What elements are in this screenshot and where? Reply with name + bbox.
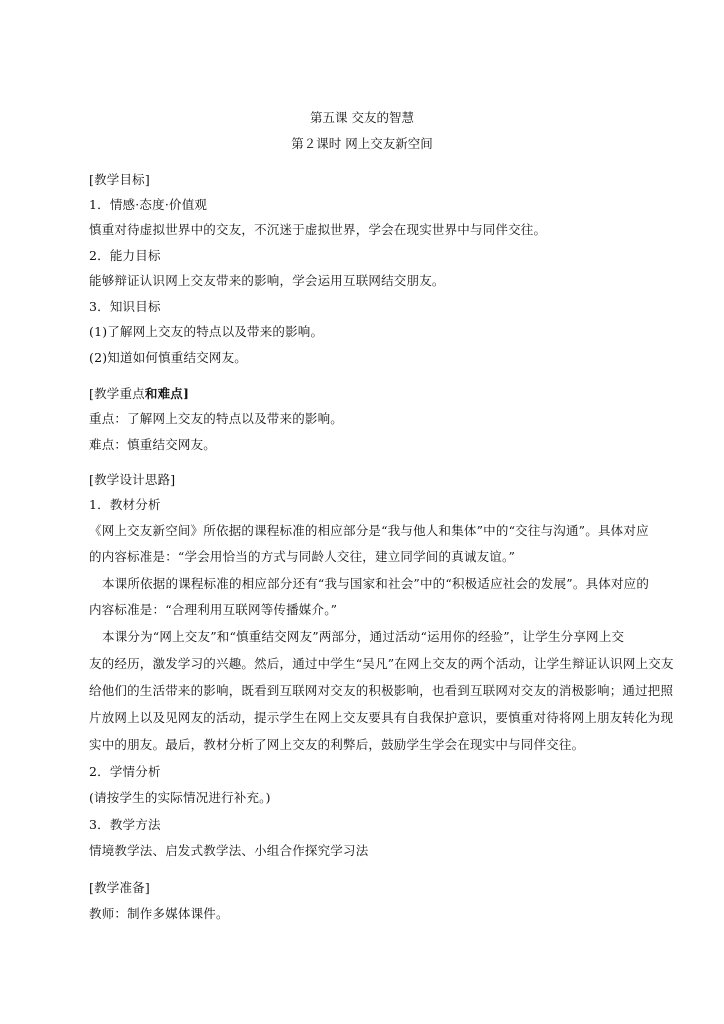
objectives-heading: [教学目标] (89, 172, 150, 187)
keypoints-heading-part2: 和难点] (144, 386, 190, 401)
design-p3-line2: 友的经历，激发学习的兴趣。然后，通过中学生“吴凡”在网上交友的两个活动，让学生辩证认识网上交友 (89, 656, 674, 671)
objective-1-text: 慎重对待虚拟世界中的交友，不沉迷于虚拟世界，学会在现实世界中与同伴交往。 (89, 222, 547, 237)
design-p3-line3: 给他们的生活带来的影响，既看到互联网对交友的积极影响，也看到互联网对交友的消极影响；通过把照 (89, 683, 674, 698)
preparation-teacher: 教师：制作多媒体课件。 (89, 906, 229, 921)
design-p1-line2: 的内容标准是：“学会用恰当的方式与同龄人交往，建立同学间的真诚友谊。” (89, 549, 516, 564)
design-p2-line2: 内容标准是：“合理利用互联网等传播媒介。” (89, 602, 338, 617)
design-section-3-title: 3．教学方法 (89, 817, 161, 832)
keypoint-focus: 重点：了解网上交友的特点以及带来的影响。 (89, 411, 344, 426)
design-p1-line1: 《网上交友新空间》所依据的课程标准的相应部分是“我与他人和集体”中的“交往与沟通”。具体对应 (89, 523, 649, 538)
design-p3-line5: 实中的朋友。最后，教材分析了网上交友的利弊后，鼓励学生学会在现实中与同伴交往。 (89, 737, 585, 752)
design-p2-line1: 本课所依据的课程标准的相应部分还有“我与国家和社会”中的“积极适应社会的发展”。具体对应的 (102, 576, 650, 591)
objective-3-text-2: (2)知道如何慎重结交网友。 (89, 350, 248, 365)
period-title: 第２课时 网上交友新空间 (291, 136, 433, 151)
design-section-2-title: 2．学情分析 (89, 764, 161, 779)
objective-3-title: 3．知识目标 (89, 299, 161, 314)
design-section-2-text: (请按学生的实际情况进行补充。) (89, 790, 271, 805)
objective-3-text-1: (1)了解网上交友的特点以及带来的影响。 (89, 324, 324, 339)
keypoints-heading-part1: [教学重点 (89, 386, 145, 401)
design-p3-line1: 本课分为“网上交友”和“慎重结交网友”两部分，通过活动“运用你的经验”，让学生分享网上交 (102, 629, 625, 644)
keypoints-heading (89, 384, 189, 402)
lesson-title: 第五课 交友的智慧 (310, 110, 414, 125)
objective-2-title: 2．能力目标 (89, 248, 161, 263)
design-section-3-text: 情境教学法、启发式教学法、小组合作探究学习法 (89, 843, 369, 858)
preparation-heading: [教学准备] (89, 880, 150, 895)
design-p3-line4: 片放网上以及见网友的活动，提示学生在网上交友要具有自我保护意识，要慎重对待将网上朋友转化为现 (89, 710, 674, 725)
objective-2-text: 能够辩证认识网上交友带来的影响，学会运用互联网结交朋友。 (89, 273, 445, 288)
design-heading: [教学设计思路] (89, 472, 176, 487)
objective-1-title: 1．情感·态度·价值观 (89, 197, 208, 212)
keypoint-difficulty: 难点：慎重结交网友。 (89, 437, 217, 452)
design-section-1-title: 1．教材分析 (89, 497, 161, 512)
